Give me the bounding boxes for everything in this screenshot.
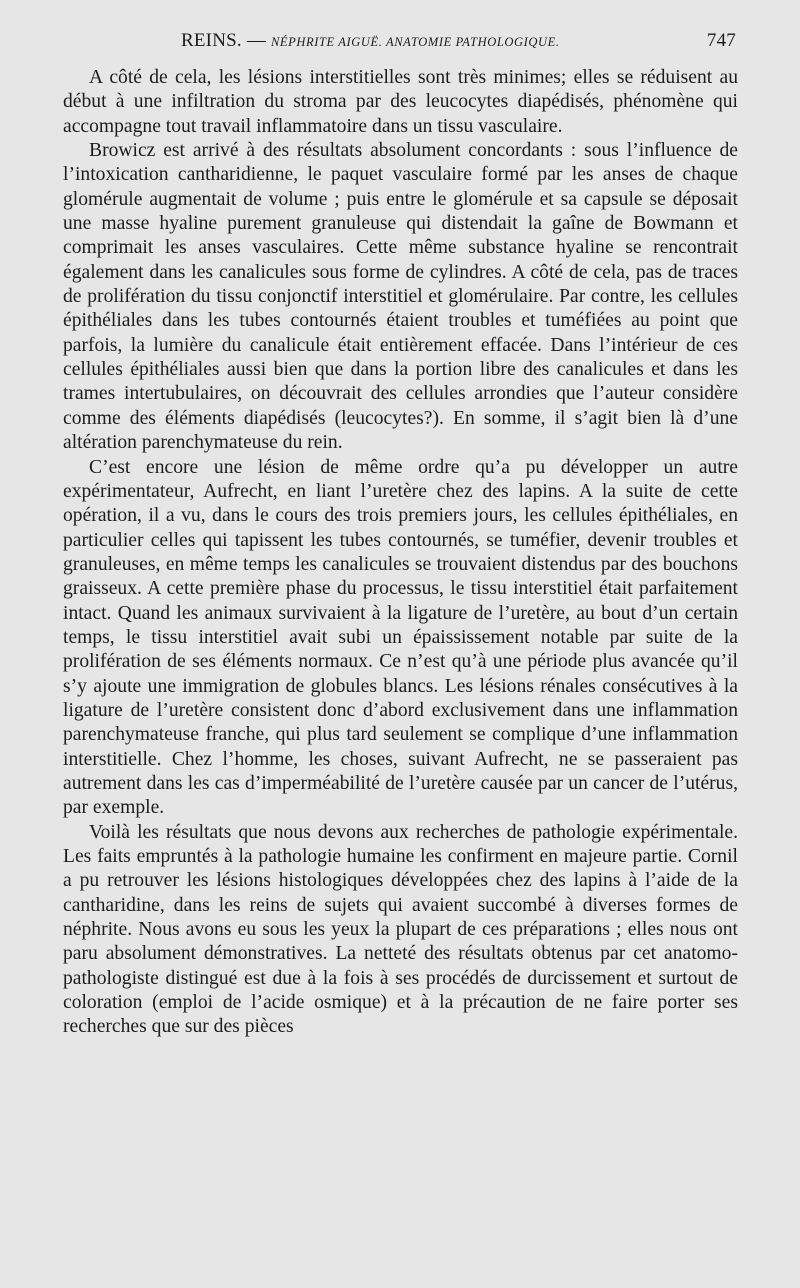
running-title xyxy=(181,30,560,52)
paragraph: C’est encore une lésion de même ordre qu’a pu développer un autre expérimentateur, Aufrecht, en liant l’uretère chez des lapins. A la suite de cette opération, il a vu, dans le cours des trois premiers jours, les cellules épithéliales, en particulier celles qui tapissent les tubes contournés, se tuméfier, devenir troubles et granuleuses, en même temps les canalicules se trouvaient distendus par des bouchons graisseux. A cette première phase du processus, le tissu interstitiel était parfaitement intact. Quand les animaux survivaient à la ligature de l’uretère, au bout d’un certain temps, le tissu interstitiel avait subi un épaississement notable par suite de la prolifération de ses éléments normaux. Ce n’est qu’à une période plus avancée qu’il s’y ajoute une immigration de globules blancs. Les lésions rénales consécutives à la ligature de l’uretère consistent donc d’abord exclusivement dans une inflammation parenchymateuse franche, qui plus tard seulement se complique d’une inflammation interstitielle. Chez l’homme, les choses, suivant Aufrecht, ne se passeraient pas autrement dans les cas d’imperméabilité de l’uretère causée par un cancer de l’utérus, par exemple. xyxy=(63,456,738,819)
paragraph: Voilà les résultats que nous devons aux recherches de pathologie expérimentale. Les faits empruntés à la pathologie humaine les confirment en majeure partie. Cornil a pu retrouver les lésions histologiques développées chez des lapins à l’aide de la cantharidine, dans les reins de sujets qui avaient succombé à diverses formes de néphrite. Nous avons eu sous les yeux la plupart de ces préparations ; elles nous ont paru absolument démonstratives. La netteté des résultats obtenus par cet anatomo-pathologiste distingué est due à la fois à ses procédés de durcissement et surtout de coloration (emploi de l’acide osmique) et à la précaution de ne faire porter ses recherches que sur des pièces xyxy=(63,821,738,1038)
paragraph: A côté de cela, les lésions interstitielles sont très minimes; elles se réduisent au début à une infiltration du stroma par des leucocytes diapédisés, phénomène qui accompagne tout travail inflammatoire dans un tissu vasculaire. xyxy=(63,67,738,137)
body-text xyxy=(63,66,738,1040)
section-subtitle: NÉPHRITE AIGUË. ANATOMIE PATHOLOGIQUE. xyxy=(270,35,560,49)
running-head xyxy=(63,30,738,56)
page-number: 747 xyxy=(706,30,736,51)
paragraph: Browicz est arrivé à des résultats absolument concordants : sous l’influence de l’intoxication cantharidienne, le paquet vasculaire formé par les anses de chaque glomérule augmentait de volume ; puis entre le glomérule et sa capsule se déposait une masse hyaline purement granuleuse qui distendait la gaîne de Bowmann et comprimait les anses vasculaires. Cette même substance hyaline se rencontrait également dans les canalicules sous forme de cylindres. A côté de cela, pas de traces de prolifération du tissu conjonctif interstitiel et glomérulaire. Par contre, les cellules épithéliales dans les tubes contournés étaient troubles et tuméfiées au point que parfois, la lumière du canalicule était entièrement effacée. Dans l’intérieur de ces cellules épithéliales aussi bien que dans la portion libre des canalicules et dans les trames intertubulaires, on découvrait des cellules arrondies que l’auteur considère comme des éléments diapédisés (leucocytes?). En somme, il s’agit bien là d’une altération parenchymateuse du rein. xyxy=(63,140,738,454)
header-dash: — xyxy=(246,30,267,51)
chapter-title: REINS. xyxy=(181,30,242,51)
